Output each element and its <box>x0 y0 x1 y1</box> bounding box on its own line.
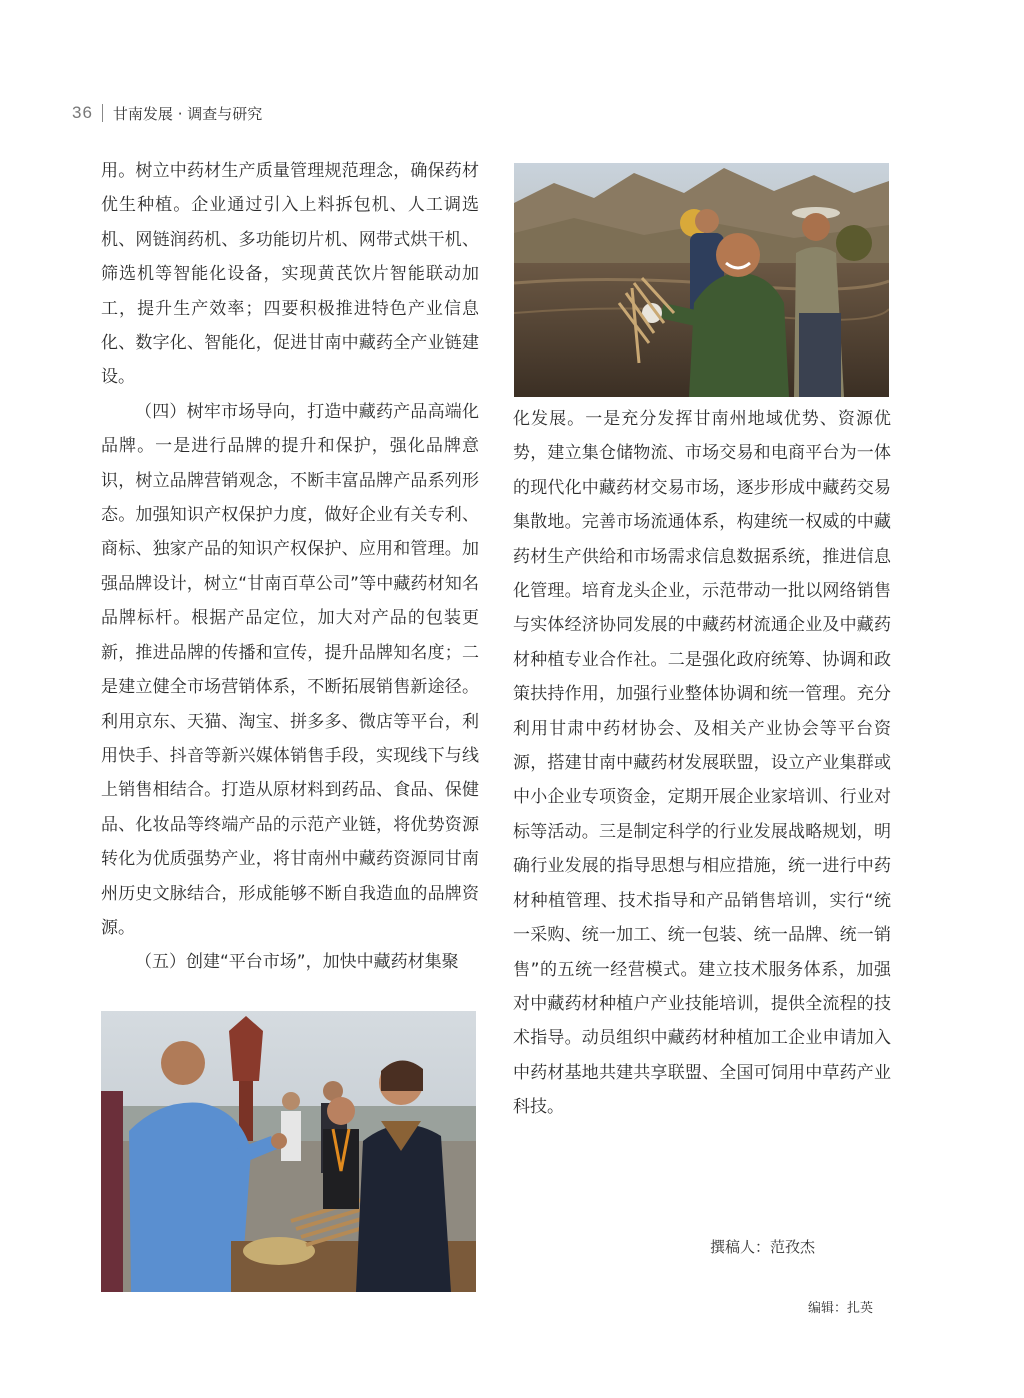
right-column <box>513 402 891 1172</box>
section-title: 甘南发展 · 调查与研究 <box>112 104 263 123</box>
left-paragraph-3: （五）创建“平台市场”，加快中藏药材集聚 <box>135 952 459 973</box>
author-credit: 撰稿人：范孜杰 <box>710 1238 816 1256</box>
left-column <box>101 154 479 973</box>
page-header <box>72 98 262 128</box>
left-paragraph-1: 用。树立中药材生产质量管理规范理念，确保药材优生种植。企业通过引入上料拆包机、人工调选机、网链润药机、多功能切片机、网带式烘干机、筛选机等智能化设备，实现黄芪饮片智能联动加工，提升生产效率；四要积极推进特色产业信息化、数字化、智能化，促进甘南中藏药全产业链建设。 <box>101 161 479 388</box>
farmers-harvest-photo <box>514 163 889 397</box>
page-number: 36 <box>72 103 93 122</box>
market-visit-photo <box>101 1011 476 1292</box>
editor-credit: 编辑：扎英 <box>808 1301 874 1316</box>
left-paragraph-2: （四）树牢市场导向，打造中藏药产品高端化品牌。一是进行品牌的提升和保护，强化品牌意识，树立品牌营销观念，不断丰富品牌产品系列形态。加强知识产权保护力度，做好企业有关专利、商标、独家产品的知识产权保护、应用和管理。加强品牌设计，树立“甘南百草公司”等中藏药材知名品牌标杆。根据产品定位，加大对产品的包装更新，推进品牌的传播和宣传，提升品牌知名度；二是建立健全市场营销体系，不断拓展销售新途径。利用京东、天猫、淘宝、拼多多、微店等平台，利用快手、抖音等新兴媒体销售手段，实现线下与线上销售相结合。打造从原材料到药品、食品、保健品、化妆品等终端产品的示范产业链，将优势资源转化为优质强势产业，将甘南州中藏药资源同甘南州历史文脉结合，形成能够不断自我造血的品牌资源。 <box>101 401 479 938</box>
header-divider <box>102 104 103 122</box>
right-paragraph-1: 化发展。一是充分发挥甘南州地域优势、资源优势，建立集仓储物流、市场交易和电商平台为一体的现代化中藏药材交易市场，逐步形成中藏药交易集散地。完善市场流通体系，构建统一权威的中藏药材生产供给和市场需求信息数据系统，推进信息化管理。培育龙头企业，示范带动一批以网络销售与实体经济协同发展的中藏药材流通企业及中藏药材种植专业合作社。二是强化政府统筹、协调和政策扶持作用，加强行业整体协调和统一管理。充分利用甘肃中药材协会、及相关产业协会等平台资源，搭建甘南中藏药材发展联盟，设立产业集群或中小企业专项资金，定期开展企业家培训、行业对标等活动。三是制定科学的行业发展战略规划，明确行业发展的指导思想与相应措施，统一进行中药材种植管理、技术指导和产品销售培训，实行“统一采购、统一加工、统一包装、统一品牌、统一销售”的五统一经营模式。建立技术服务体系，加强对中藏药材种植户产业技能培训，提供全流程的技术指导。动员组织中藏药材种植加工企业申请加入中药材基地共建共享联盟、全国可饲用中草药产业科技。 <box>513 409 891 1118</box>
